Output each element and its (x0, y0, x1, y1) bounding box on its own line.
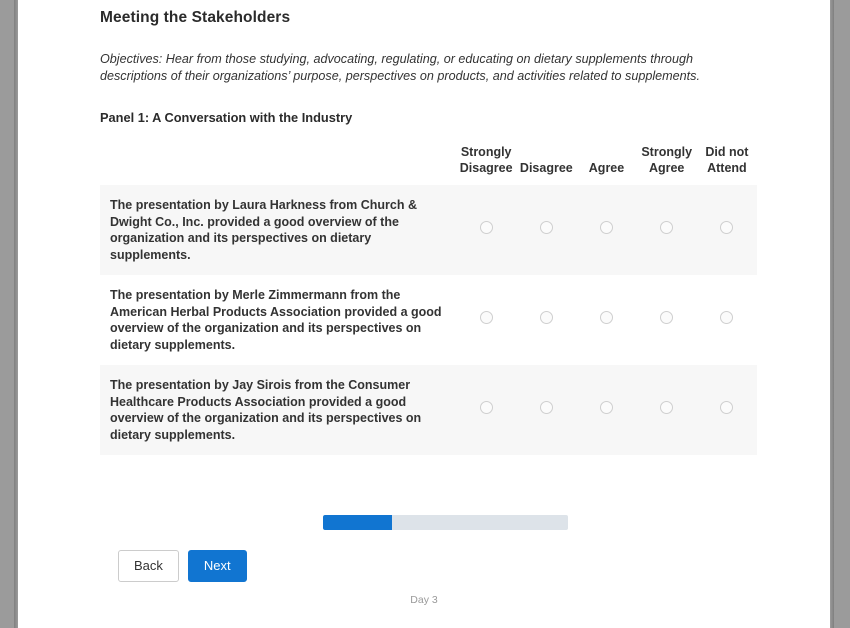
page-edge-shadow-right (830, 0, 834, 628)
radio-button[interactable] (480, 221, 493, 234)
radio-cell-r1-strongly-agree[interactable] (637, 185, 697, 275)
radio-cell-r2-agree[interactable] (576, 275, 636, 365)
radio-cell-r2-disagree[interactable] (516, 275, 576, 365)
matrix-row-label-3: The presentation by Jay Sirois from the Consumer Healthcare Products Association provided a good overview of the organization and its perspectives on dietary supplements. (100, 365, 456, 455)
radio-cell-r2-did-not-attend[interactable] (697, 275, 757, 365)
matrix-header-row (100, 144, 757, 185)
page-edge-shadow-left (14, 0, 18, 628)
matrix-header-did-not-attend: Did not Attend (705, 145, 749, 175)
matrix-header-agree: Agree (588, 161, 625, 175)
next-button[interactable]: Next (188, 550, 247, 582)
navigation-buttons (118, 550, 247, 582)
radio-cell-r3-did-not-attend[interactable] (697, 365, 757, 455)
progress-bar-fill (323, 515, 392, 530)
radio-cell-r3-strongly-disagree[interactable] (456, 365, 516, 455)
radio-button[interactable] (480, 311, 493, 324)
radio-button[interactable] (720, 401, 733, 414)
back-button[interactable]: Back (118, 550, 179, 582)
radio-button[interactable] (600, 311, 613, 324)
panel-title: Panel 1: A Conversation with the Industry (100, 110, 353, 125)
radio-button[interactable] (660, 311, 673, 324)
radio-cell-r2-strongly-agree[interactable] (637, 275, 697, 365)
radio-cell-r2-strongly-disagree[interactable] (456, 275, 516, 365)
footer-day-label: Day 3 (410, 594, 438, 606)
radio-cell-r3-agree[interactable] (576, 365, 636, 455)
objectives-text (100, 51, 704, 85)
page-title: Meeting the Stakeholders (100, 9, 291, 26)
table-row (100, 365, 757, 455)
radio-cell-r1-strongly-disagree[interactable] (456, 185, 516, 275)
radio-button[interactable] (720, 311, 733, 324)
radio-cell-r3-disagree[interactable] (516, 365, 576, 455)
objectives-label: Objectives: (100, 52, 163, 66)
radio-button[interactable] (540, 221, 553, 234)
table-row (100, 275, 757, 365)
matrix-row-label-2: The presentation by Merle Zimmermann from the American Herbal Products Association provided a good overview of the organization and its perspectives on dietary supplements. (110, 288, 442, 352)
radio-cell-r3-strongly-agree[interactable] (637, 365, 697, 455)
radio-cell-r1-did-not-attend[interactable] (697, 185, 757, 275)
radio-button[interactable] (660, 221, 673, 234)
radio-button[interactable] (480, 401, 493, 414)
matrix-header-strongly-agree: Strongly Agree (641, 145, 693, 175)
radio-cell-r1-agree[interactable] (576, 185, 636, 275)
survey-page (18, 0, 830, 628)
progress-bar-track (323, 515, 568, 530)
radio-button[interactable] (660, 401, 673, 414)
objectives-body: Hear from those studying, advocating, regulating, or educating on dietary supplements through descriptions of their organizations’ purpose, perspectives on products, and activities related to supplements. (100, 52, 700, 83)
radio-button[interactable] (540, 401, 553, 414)
radio-button[interactable] (540, 311, 553, 324)
table-row (100, 185, 757, 275)
matrix-row-label-1: The presentation by Laura Harkness from Church & Dwight Co., Inc. provided a good overview of the organization and its perspectives on dietary supplements. (100, 185, 456, 275)
survey-content (100, 0, 749, 455)
radio-cell-r1-disagree[interactable] (516, 185, 576, 275)
matrix-header-strongly-disagree: Strongly Disagree (459, 145, 513, 175)
matrix-header-disagree: Disagree (519, 161, 573, 175)
matrix-header-spacer (100, 144, 456, 185)
radio-button[interactable] (600, 221, 613, 234)
radio-button[interactable] (720, 221, 733, 234)
radio-button[interactable] (600, 401, 613, 414)
matrix-question-table (100, 144, 757, 455)
